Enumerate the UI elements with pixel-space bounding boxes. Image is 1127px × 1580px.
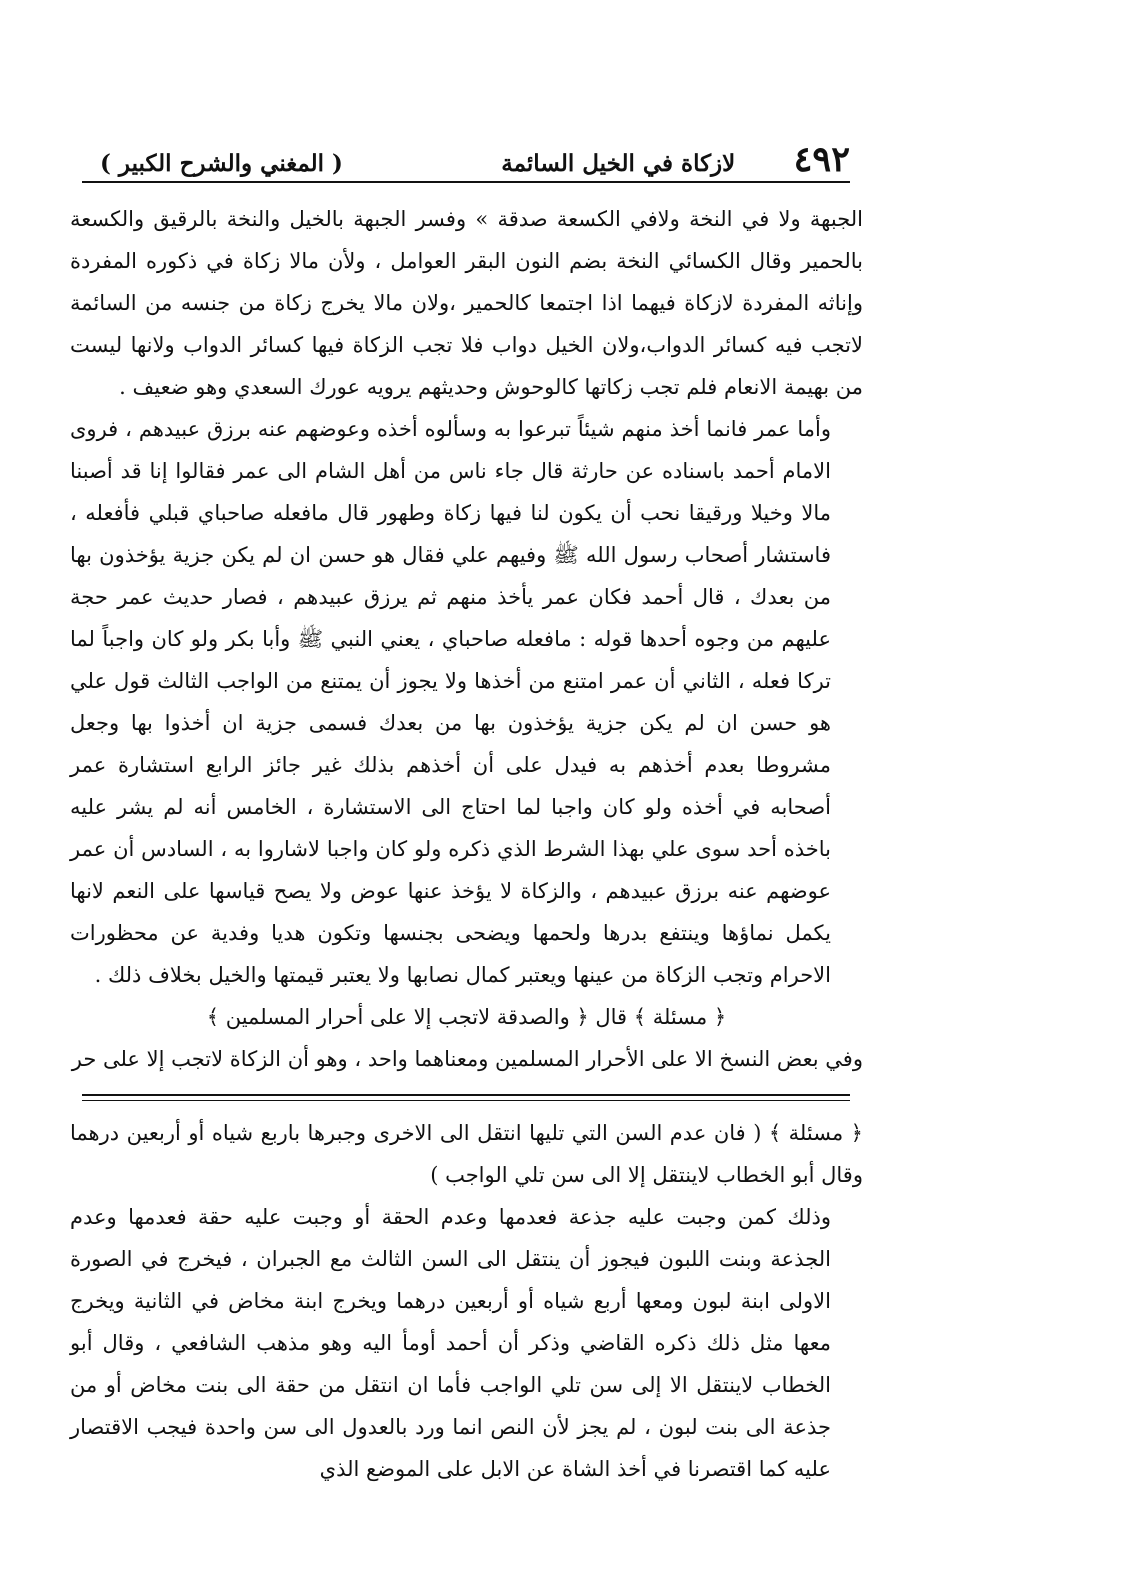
paragraph: وذلك كمن وجبت عليه جذعة فعدمها وعدم الحقة أو وجبت عليه حقة فعدمها وعدم الجذعة وبنت اللبون فيجوز أن ينتقل الى السن الثالث مع الجبران ، فيخرج في الصورة الاولى ابنة لبون ومعها أربع شياه أو أربعين درهما ويخرج ابنة مخاض في الثانية ويخرج معها مثل ذلك ذكره القاضي وذكر أن أحمد أومأ اليه وهو مذهب الشافعي ، وقال أبو الخطاب لاينتقل الا إلى سن تلي الواجب فأما ان انتقل من حقة الى بنت مخاض أو من جذعة الى بنت لبون ، لم يجز لأن النص انما ورد بالعدول الى سن واحدة فيجب الاقتصار عليه كما اقتصرنا في أخذ الشاة عن الابل على الموضع الذي: [70, 1205, 831, 1481]
book-title: ( المغني والشرح الكبير ): [100, 150, 343, 177]
paragraph: وأما عمر فانما أخذ منهم شيئاً تبرعوا به وسألوه أخذه وعوضهم عنه برزق عبيدهم ، فروى الامام أحمد باسناده عن حارثة قال جاء ناس من أهل الشام الى عمر فقالوا إنا قد أصبنا مالا وخيلا ورقيقا نحب أن يكون لنا فيها زكاة وطهور قال مافعله صاحباي قبلي فأفعله ، فاستشار أصحاب رسول الله ﷺ وفيهم علي فقال هو حسن ان لم يكن جزية يؤخذون بها من بعدك ، قال أحمد فكان عمر يأخذ منهم ثم يرزق عبيدهم ، فصار حديث عمر حجة عليهم من وجوه أحدها قوله : مافعله صاحباي ، يعني النبي ﷺ وأبا بكر ولو كان واجباً لما تركا فعله ، الثاني أن عمر امتنع من أخذها ولا يجوز أن يمتنع من الواجب الثالث قول علي هو حسن ان لم يكن جزية يؤخذون بها من بعدك فسمى جزية ان أخذوا بها وجعل مشروطا بعدم أخذهم به فيدل على أن أخذهم بذلك غير جائز الرابع استشارة عمر أصحابه في أخذه ولو كان واجبا لما احتاج الى الاستشارة ، الخامس أنه لم يشر عليه باخذه أحد سوى علي بهذا الشرط الذي ذكره ولو كان واجبا لاشاروا به ، السادس أن عمر عوضهم عنه برزق عبيدهم ، والزكاة لا يؤخذ عنها عوض ولا يصح قياسها على النعم لانها يكمل نماؤها وينتفع بدرها ولحمها ويضحى بجنسها وتكون هديا وفدية عن محظورات الاحرام وتجب الزكاة من عينها ويعتبر كمال نصابها ولا يعتبر قيمتها والخيل بخلاف ذلك .: [70, 417, 831, 987]
lower-text: [70, 1112, 863, 1490]
page-number: ٤٩٢: [793, 139, 850, 180]
running-title: لازكاة في الخيل السائمة: [501, 150, 736, 177]
masala-heading: ﴿ مسئلة ﴾ قال ﴿ والصدقة لاتجب إلا على أحرار المسلمين ﴾: [206, 1005, 727, 1029]
section-divider: [82, 1094, 850, 1096]
page-header: [100, 137, 850, 180]
header-rule: [82, 181, 850, 183]
section-divider-inner: [82, 1100, 850, 1101]
paragraph: وفي بعض النسخ الا على الأحرار المسلمين ومعناهما واحد ، وهو أن الزكاة لاتجب إلا على حر: [71, 1047, 863, 1071]
main-text: [70, 198, 863, 1080]
masala-heading: ﴿ مسئلة ﴾ ( فان عدم السن التي تليها انتقل الى الاخرى وجبرها باربع شياه أو أربعين درهما وقال أبو الخطاب لاينتقل إلا الى سن تلي الواجب ): [70, 1121, 863, 1187]
paragraph: الجبهة ولا في النخة ولافي الكسعة صدقة » وفسر الجبهة بالخيل والنخة بالرقيق والكسعة بالحمير وقال الكسائي النخة بضم النون البقر العوامل ، ولأن مالا زكاة في ذكوره المفردة وإناثه المفردة لازكاة فيهما اذا اجتمعا كالحمير ،ولان مالا يخرج زكاة من جنسه من السائمة لاتجب فيه كسائر الدواب،ولان الخيل دواب فلا تجب الزكاة فيها كسائر الدواب ولانها ليست من بهيمة الانعام فلم تجب زكاتها كالوحوش وحديثهم يرويه عورك السعدي وهو ضعيف .: [70, 207, 863, 399]
